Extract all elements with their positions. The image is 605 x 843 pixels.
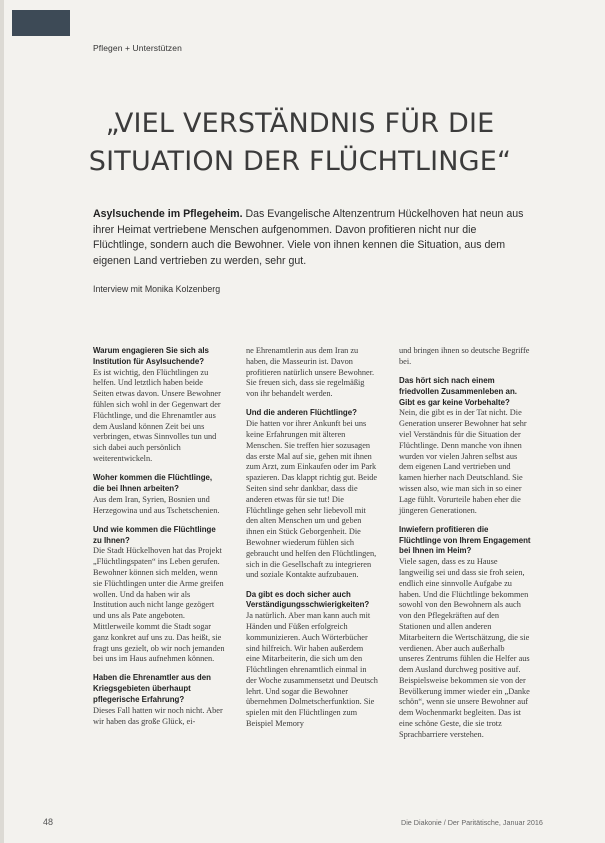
page-edge — [0, 0, 4, 843]
qa-block — [246, 590, 378, 730]
answer: ne Ehrenamtlerin aus dem Iran zu haben, die Masseurin ist. Davon profitieren natürlich unsere Bewohner. Sie freuen sich, dass sie regelmäßig von ihr behandelt werden. — [246, 346, 375, 399]
answer: Viele sagen, dass es zu Hause langweilig sei und dass sie froh seien, endlich eine sinnvolle Aufgabe zu haben. Und die Flüchtlinge bekommen sowohl von den Bewohnern als auch von den Pflegekräften auf den Stationen und allen anderen Mitarbeitern die Wertschätzung, die sie verdienen. Aber auch außerhalb unseres Zentrums fühlen die Helfer aus dem Ausland durchweg positive auf. Beispielsweise bekommen sie von der Bevölkerung immer wieder ein „Danke schön“, wenn sie unsere Bewohner auf dem Wochenmarkt begleiten. Das ist eine schöne Geste, die sie trotz Sprachbarriere verstehen. — [399, 557, 530, 739]
footer-publication: Die Diakonie / Der Paritätische, Januar 2016 — [401, 818, 543, 827]
question: Das hört sich nach einem friedvollen Zusammenleben an. Gibt es gar keine Vorbehalte? — [399, 375, 517, 407]
lead-paragraph — [93, 207, 533, 269]
page-title — [60, 105, 540, 181]
corner-color-block — [12, 10, 70, 36]
qa-block — [246, 408, 378, 581]
qa-block — [93, 473, 225, 516]
qa-block — [93, 346, 225, 465]
section-label: Pflegen + Unterstützen — [93, 43, 182, 53]
question: Und wie kommen die Flüchtlinge zu Ihnen? — [93, 524, 216, 545]
question: Inwiefern profitieren die Flüchtlinge von Ihrem Engagement bei Ihnen im Heim? — [399, 524, 531, 556]
page-number: 48 — [43, 817, 54, 827]
byline: Interview mit Monika Kolzenberg — [93, 284, 221, 294]
lead-kicker: Asylsuchende im Pflegeheim. — [93, 208, 243, 220]
qa-block — [246, 346, 378, 400]
column-1 — [93, 346, 225, 736]
question: Und die anderen Flüchtlinge? — [246, 408, 357, 418]
qa-block — [93, 673, 225, 727]
qa-block — [399, 346, 531, 368]
question: Haben die Ehrenamtler aus den Kriegsgebieten überhaupt pflegerische Erfahrung? — [93, 673, 211, 705]
lead-text: Das Evangelische Altenzentrum Hückelhoven hat neun aus ihrer Heimat vertriebene Menschen aufgenommen. Davon profitieren nicht nur die Flüchtlinge, sondern auch die Bewohner. Viele von ihnen kennen die Situation, aus dem eigenen Land vertrieben zu werden, sehr gut. — [93, 208, 524, 267]
answer: Es ist wichtig, den Flüchtlingen zu helfen. Und letztlich haben beide Seiten etwas davon. Unsere Bewohner fühlen sich wohl in der Gegenwart der Flüchtlinge, und die Ehrenamtler aus dem Ausland können Zeit bei uns verbringen, etwas Sinnvolles tun und sich dabei auch persönlich weiterentwickeln. — [93, 367, 221, 463]
column-2 — [246, 346, 378, 738]
answer: Dieses Fall hatten wir noch nicht. Aber wir haben das große Glück, ei- — [93, 705, 223, 726]
column-3 — [399, 346, 531, 749]
answer: Aus dem Iran, Syrien, Bosnien und Herzegowina und aus Tschetschenien. — [93, 494, 220, 515]
title-line-1: „VIEL VERSTÄNDNIS FÜR DIE — [105, 108, 495, 139]
answer: und bringen ihnen so deutsche Begriffe bei. — [399, 346, 530, 366]
answer: Die hatten vor ihrer Ankunft bei uns keine Erfahrungen mit älteren Menschen. Sie treffen hier sozusagen das erste Mal auf sie, gehen mit ihnen zum Arzt, zum Einkaufen oder im Park spazieren. Das klappt richtig gut. Beide Seiten sind sehr dankbar, dass die anderen etwas für sie tut! Die Flüchtlinge gehen sehr liebevoll mit den alten Menschen um und geben ihnen ein Stück Geborgenheit. Die Bewohner wiederum fühlen sich gebraucht und helfen den Flüchtlingen, sich in die Gesellschaft zu integrieren und soziale Kontakte aufzubauen. — [246, 419, 378, 580]
question: Woher kommen die Flüchtlinge, die bei Ihnen arbeiten? — [93, 473, 213, 493]
answer: Ja natürlich. Aber man kann auch mit Händen und Füßen erfolgreich kommunizieren. Auch Wörterbücher sind hilfreich. Wir haben außerdem eine Mitarbeiterin, die sich um den Flüchtlingen ehrenamtlich einmal in der Woche zusammensetzt und Deutsch lehrt. Und sogar die Bewohner übernehmen Dolmetscherfunktion. Sie spielen mit den Flüchtlingen zum Beispiel Memory — [246, 611, 378, 729]
question: Da gibt es doch sicher auch Verständigungsschwierigkeiten? — [246, 589, 370, 610]
answer: Die Stadt Hückelhoven hat das Projekt „Flüchtlingspaten“ ins Leben gerufen. Bewohner können sich melden, wenn sie Flüchtlingen unter die Arme greifen wollen. Und da haben wir als Institution auch nicht lange gezögert und uns als Pate angeboten. Mittlerweile kommt die Stadt sogar ganz konkret auf uns zu. Das heißt, sie fragt uns gezielt, ob wir noch jemanden bei uns im Haus aufnehmen können. — [93, 546, 225, 664]
qa-block — [399, 376, 531, 516]
qa-block — [93, 525, 225, 665]
question: Warum engagieren Sie sich als Institution für Asylsuchende? — [93, 346, 209, 366]
answer: Nein, die gibt es in der Tat nicht. Die Generation unserer Bewohner hat sehr viel Verständnis für die Situation der Flüchtlinge. Denn manche von ihnen wurden vor vielen Jahren selbst aus dem eigenen Land vertrieben und kamen hierher nach Deutschland. Sie wissen also, wie man sich in so einer Lage fühlt. Vorurteile haben eher die jüngeren Generationen. — [399, 408, 527, 515]
qa-block — [399, 525, 531, 741]
title-line-2: SITUATION DER FLÜCHTLINGE“ — [88, 146, 512, 177]
